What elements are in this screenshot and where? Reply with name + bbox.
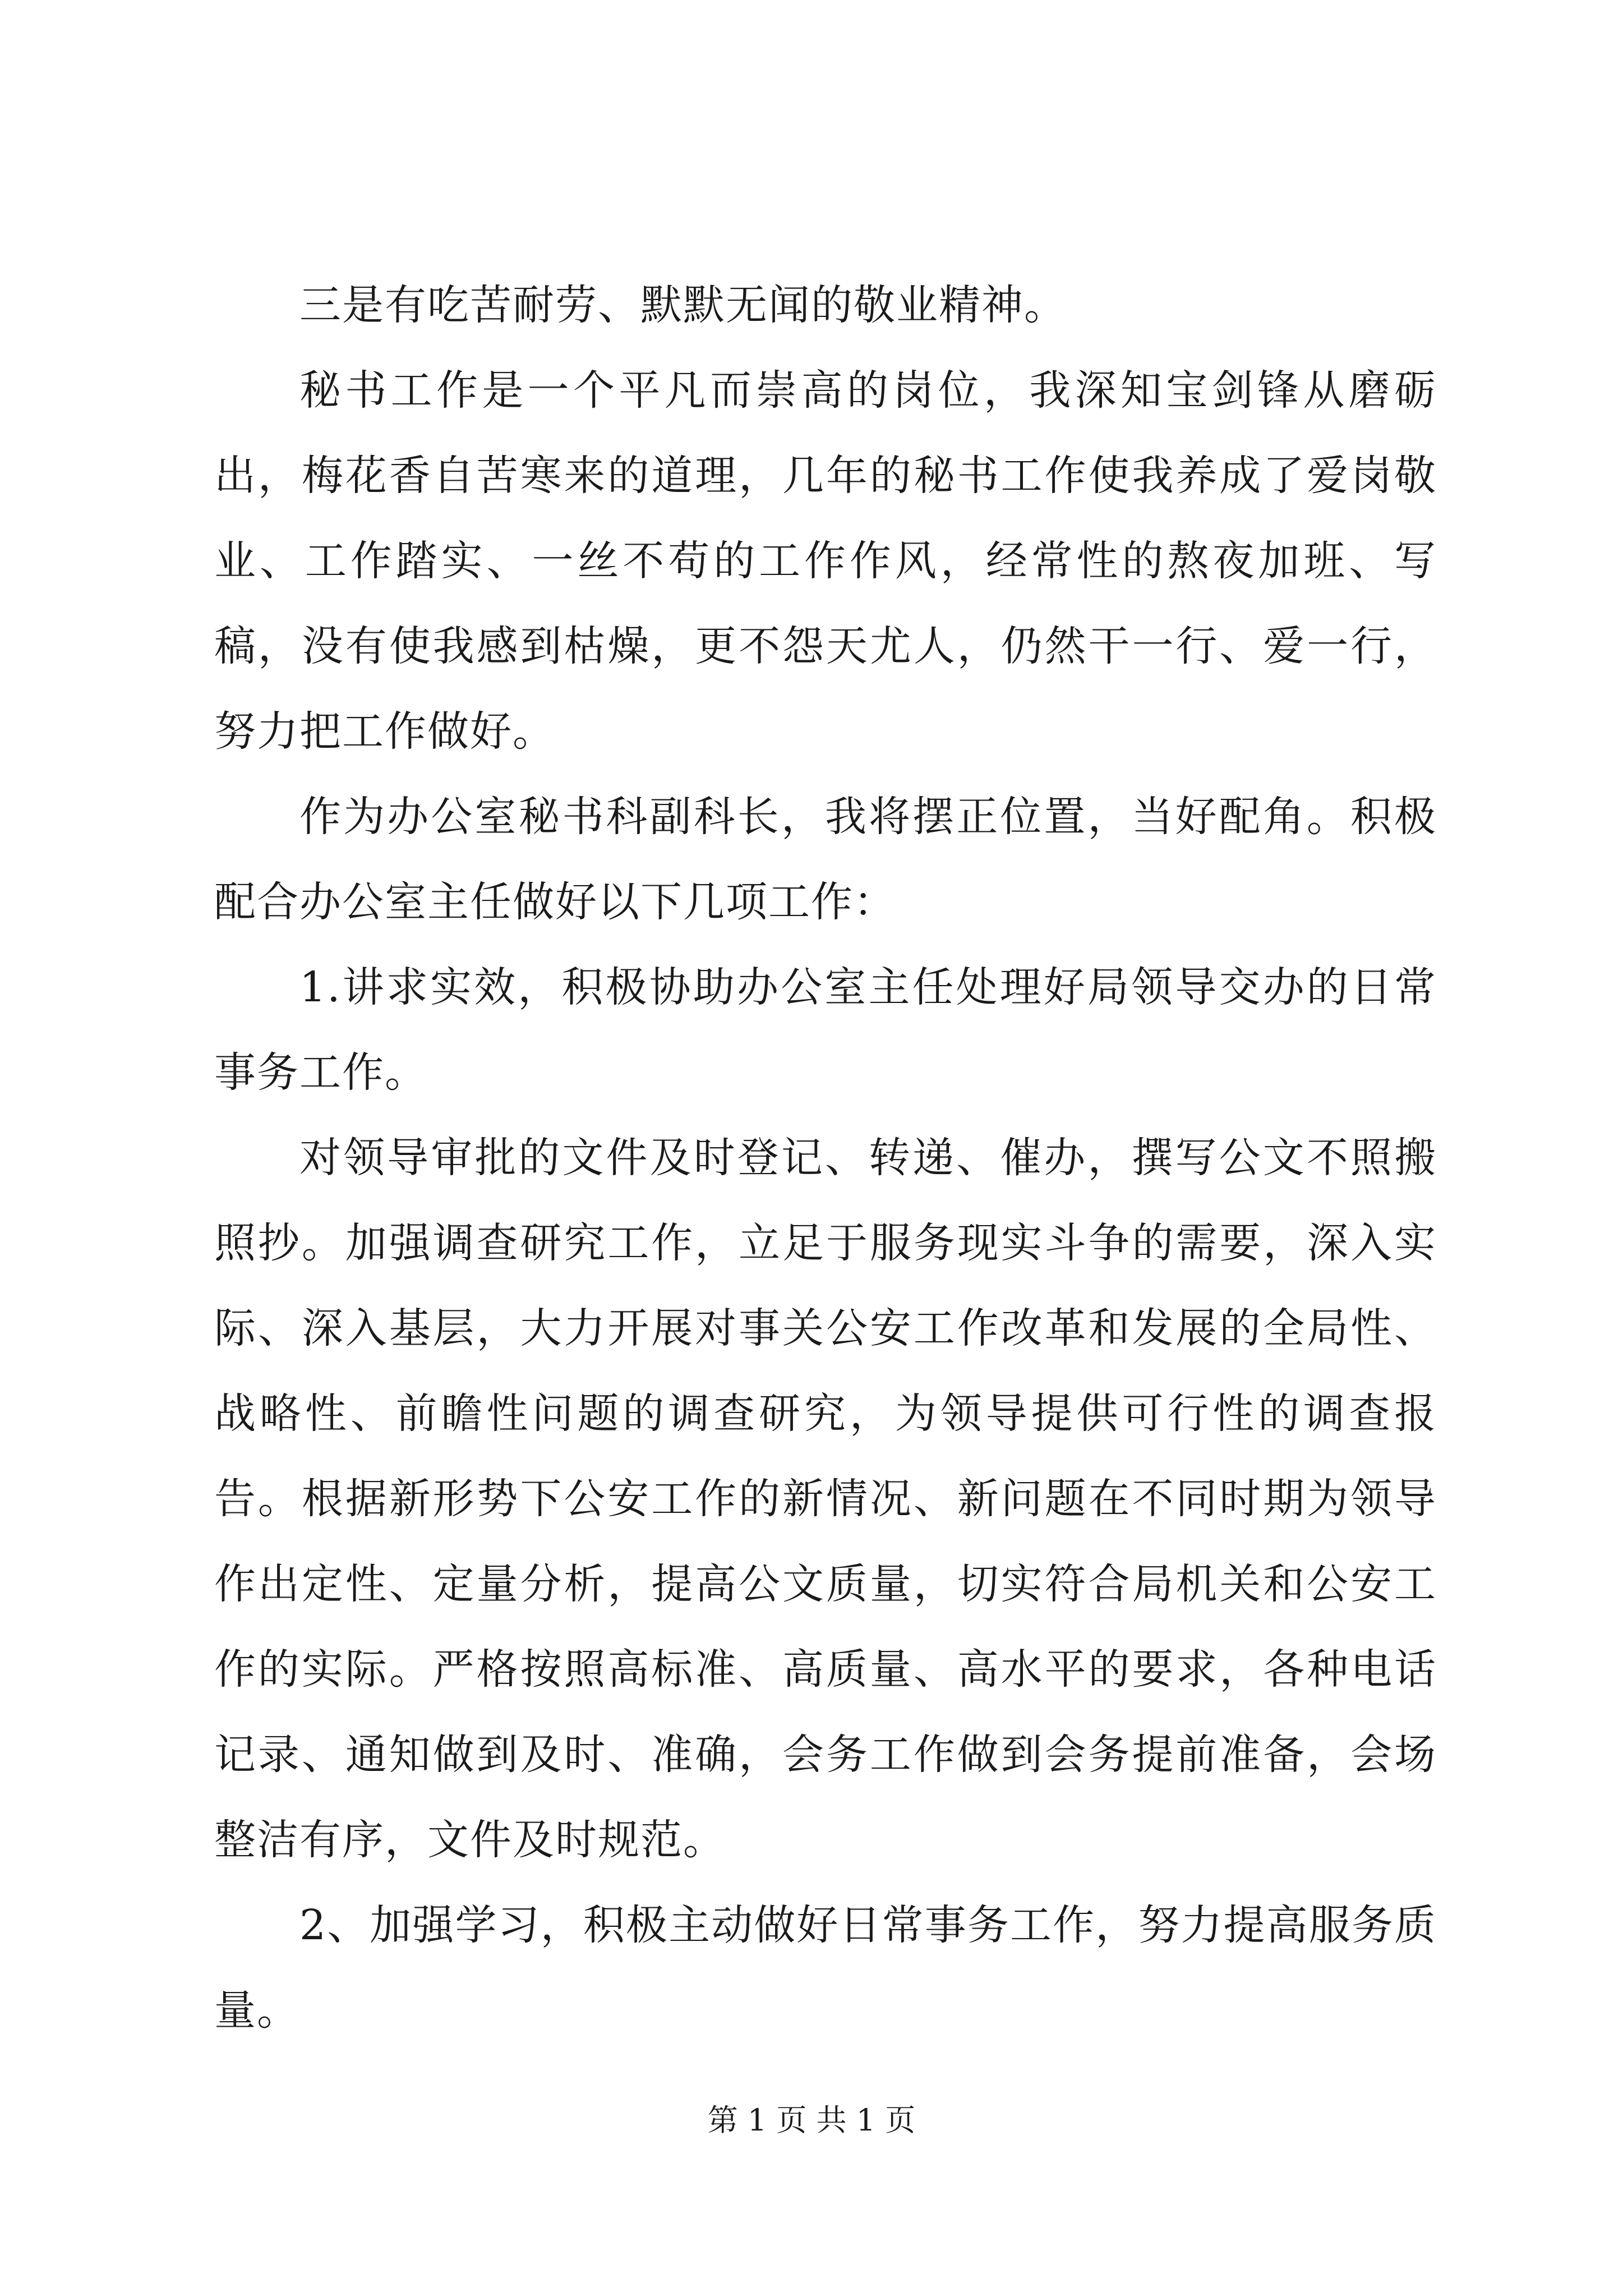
- paragraph: 2、加强学习，积极主动做好日常事务工作，努力提高服务质量。: [214, 1901, 1437, 2035]
- paragraph: 对领导审批的文件及时登记、转递、催办，撰写公文不照搬照抄。加强调查研究工作，立足于服务现实斗争的需要，深入实际、深入基层，大力开展对事关公安工作改革和发展的全局性、战略性、前瞻性问题的调查研究，为领导提供可行性的调查报告。根据新形势下公安工作的新情况、新问题在不同时期为领导作出定性、定量分析，提高公文质量，切实符合局机关和公安工作的实际。严格按照高标准、高质量、高水平的要求，各种电话记录、通知做到及时、准确，会务工作做到会务提前准备，会场整洁有序，文件及时规范。: [214, 1134, 1437, 1864]
- paragraph: 1.讲求实效，积极协助办公室主任处理好局领导交办的日常事务工作。: [214, 963, 1437, 1097]
- paragraph: 秘书工作是一个平凡而崇高的岗位，我深知宝剑锋从磨砺出，梅花香自苦寒来的道理，几年的秘书工作使我养成了爱岗敬业、工作踏实、一丝不苟的工作作风，经常性的熬夜加班、写稿，没有使我感到枯燥，更不怨天尤人，仍然干一行、爱一行，努力把工作做好。: [214, 366, 1437, 756]
- paragraph: 作为办公室秘书科副科长，我将摆正位置，当好配角。积极配合办公室主任做好以下几项工作：: [214, 793, 1437, 926]
- document-body: [214, 263, 1437, 2053]
- page-number-footer: 第 1 页 共 1 页: [707, 2102, 916, 2138]
- paragraph: 三是有吃苦耐劳、默默无闻的敬业精神。: [299, 281, 1067, 329]
